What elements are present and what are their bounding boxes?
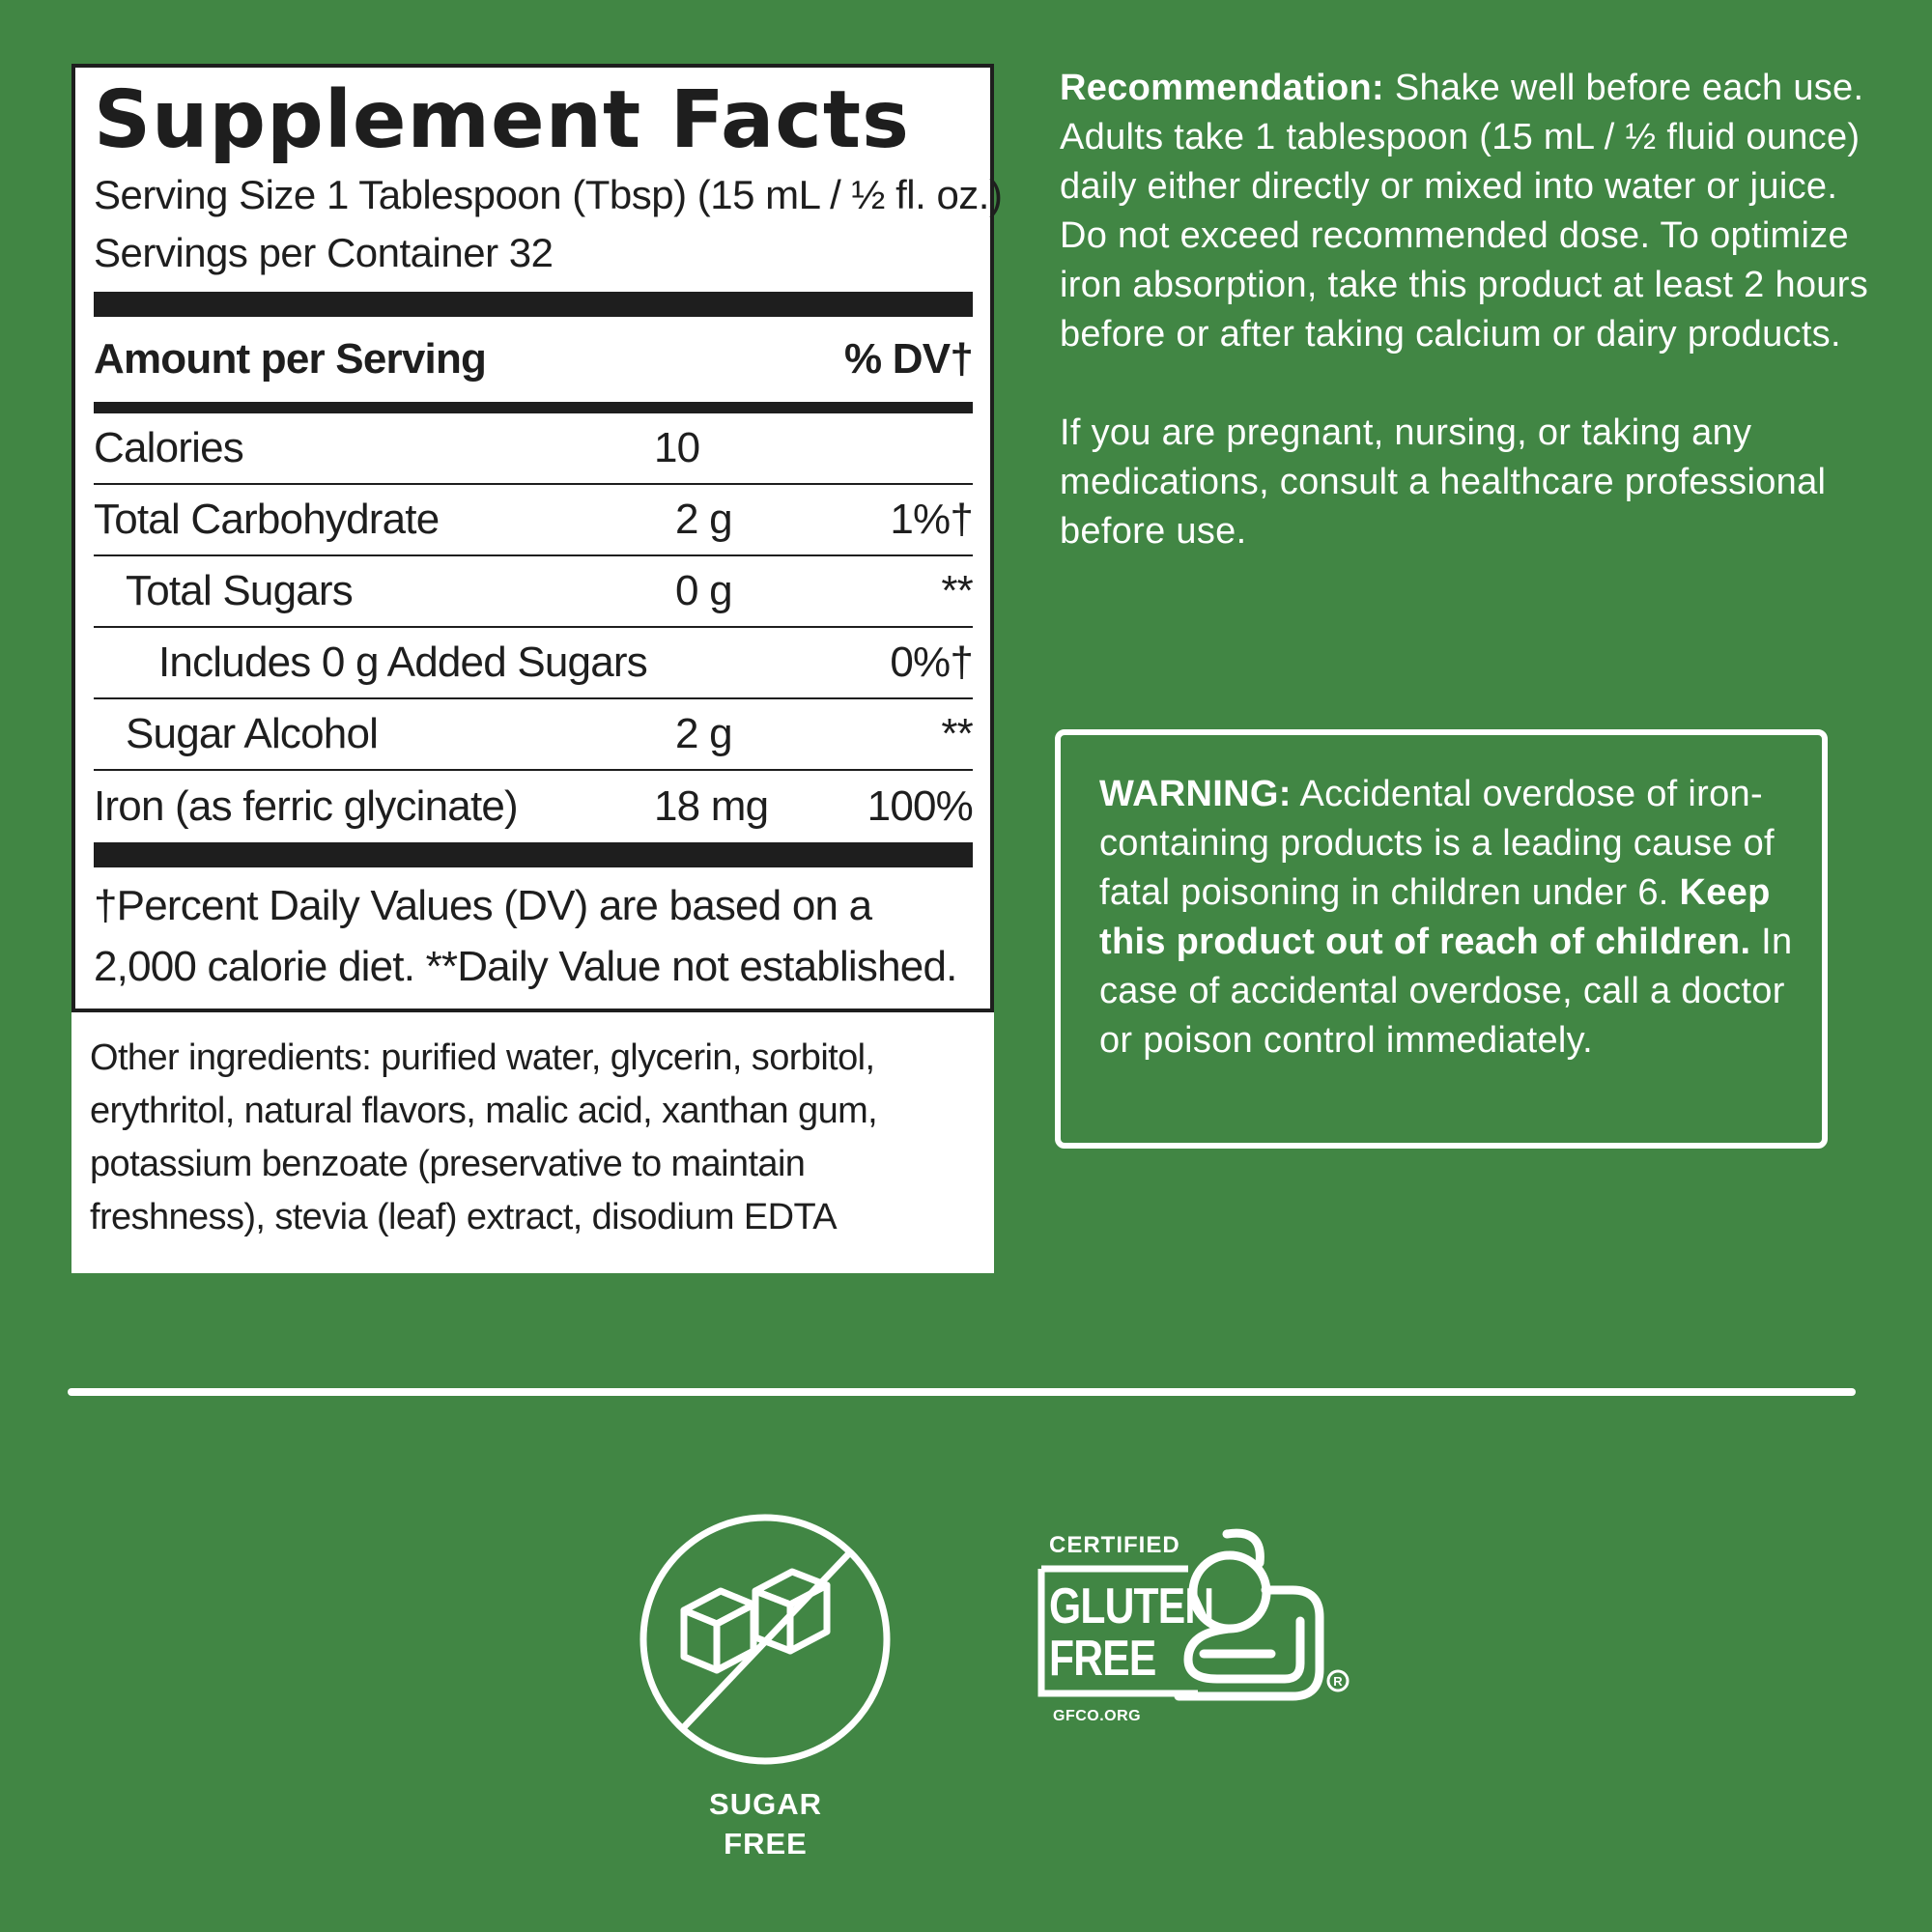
gluten-line2: FREE [1049,1631,1156,1687]
dv-header-label: % DV† [844,335,973,383]
gluten-free-badge [1034,1524,1357,1732]
table-row [94,485,973,556]
gluten-text [1049,1580,1213,1685]
nutrient-amount: 10 [654,424,700,471]
nutrient-dv: 100% [867,782,973,830]
nutrient-name: Total Carbohydrate [94,496,440,543]
nutrient-amount: 18 mg [654,782,769,830]
warning-label: WARNING: [1099,774,1292,814]
warning-text: Accidental overdose of iron-containing products is a leading cause of fatal poisoning in children under 6. [1099,774,1775,913]
gluten-line1: GLUTEN [1049,1578,1214,1634]
table-row [94,699,973,771]
nutrient-dv: 1%† [890,496,973,543]
table-row [94,771,973,842]
recommendation-text: Shake well before each use. Adults take 1 tablespoon (15 mL / ½ fluid ounce) daily either directly or mixed into water or juice. Do not exceed recommended dose. To optimize iron absorption, take this product at least 2 hours before or after taking calcium or dairy products. [1060,68,1868,355]
recommendation-label: Recommendation: [1060,68,1384,108]
gluten-certified-label: CERTIFIED [1049,1532,1180,1558]
warning-bold-text: Keep this product out of reach of children. [1099,872,1771,962]
facts-header-row [94,317,973,402]
recommendation-block [1060,64,1890,556]
nutrient-amount: 2 g [675,496,732,543]
facts-divider-bottom [94,842,973,867]
gfco-url: GFCO.ORG [1053,1708,1142,1724]
sugar-free-line2: FREE [724,1827,808,1861]
serving-size: Serving Size 1 Tablespoon (Tbsp) (15 mL / ½ fl. oz.) [94,172,1003,217]
nutrient-name: Iron (as ferric glycinate) [94,782,518,830]
facts-box [71,64,1003,1012]
other-ingredients: Other ingredients: purified water, glycerin, sorbitol, erythritol, natural flavors, malic acid, xanthan gum, potassium benzoate (preservative to maintain freshness), stevia (leaf) extract, disodium EDTA [90,1037,878,1237]
table-row [94,556,973,628]
recommendation-paragraph [1060,64,1890,359]
nutrient-name: Calories [94,424,243,471]
no-sugar-cubes-icon [638,1512,894,1768]
facts-divider-mid [94,402,973,413]
nutrient-name: Sugar Alcohol [126,710,379,757]
sugar-free-line1: SUGAR [709,1787,822,1821]
svg-text:R: R [1333,1674,1343,1689]
amount-per-serving-label: Amount per Serving [94,335,487,383]
nutrient-dv: ** [941,710,973,757]
nutrient-dv: 0%† [890,639,973,686]
sugar-free-label [638,1784,894,1863]
table-row [94,628,973,699]
nutrient-name: Total Sugars [126,567,353,614]
nutrient-name: Includes 0 g Added Sugars [158,639,647,686]
section-divider [68,1388,1856,1396]
nutrient-amount: 2 g [675,710,732,757]
facts-footnote: †Percent Daily Values (DV) are based on a 2,000 calorie diet. **Daily Value not established. [94,882,957,990]
facts-title: Supplement Facts [94,74,910,166]
warning-box [1055,729,1828,1149]
sugar-free-badge [638,1512,894,1860]
nutrient-amount: 0 g [675,567,732,614]
warning-text-end: In case of accidental overdose, call a doctor or poison control immediately. [1099,922,1793,1061]
supplement-facts-panel [71,64,1003,1273]
servings-per-container: Servings per Container 32 [94,230,554,275]
nutrient-dv: ** [941,567,973,614]
pregnancy-advice: If you are pregnant, nursing, or taking any medications, consult a healthcare professional before use. [1060,412,1827,552]
facts-divider-thick [94,292,973,317]
table-row [94,413,973,485]
